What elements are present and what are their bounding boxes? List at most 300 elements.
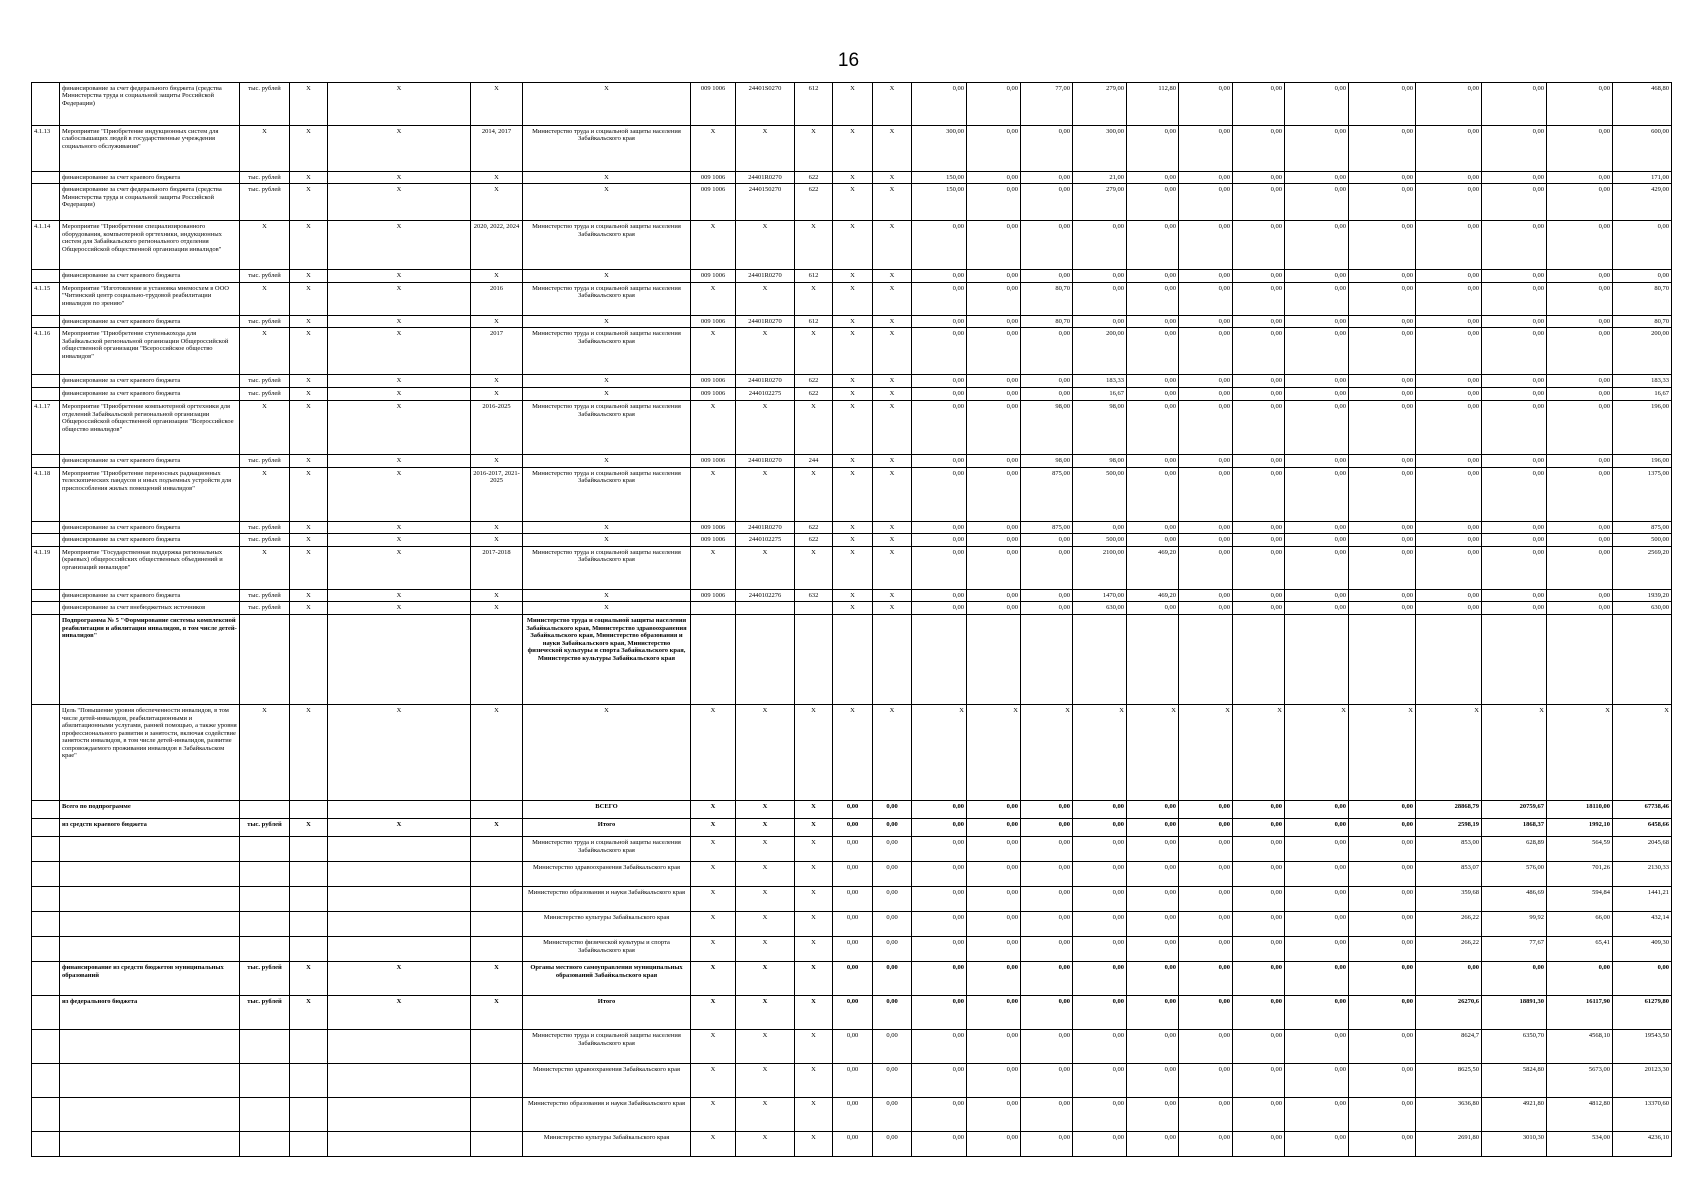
- table-cell: 486,69: [1482, 887, 1547, 912]
- table-cell: [795, 602, 833, 615]
- table-cell: 0,00: [1547, 126, 1613, 172]
- table-cell: 500,00: [1073, 534, 1127, 546]
- table-cell: 0,00: [912, 1098, 967, 1132]
- table-cell: 0,00: [1349, 962, 1416, 996]
- table-cell: 0,00: [1073, 1064, 1127, 1098]
- table-cell: 0,00: [1349, 912, 1416, 937]
- table-cell: X: [833, 282, 873, 315]
- table-cell: 0,00: [1073, 1030, 1127, 1064]
- table-cell: тыс. рублей: [240, 172, 290, 184]
- table-cell: 0,00: [1021, 1030, 1073, 1064]
- table-cell: 65,41: [1547, 937, 1613, 962]
- table-cell: финансирование из средств бюджетов муниципальных образований: [60, 962, 240, 996]
- table-cell: 0,00: [1285, 172, 1349, 184]
- table-cell: 0,00: [1179, 184, 1233, 221]
- table-cell: X: [736, 801, 795, 819]
- table-cell: 009 1006: [691, 270, 736, 282]
- table-cell: 0,00: [1233, 602, 1285, 615]
- table-row: [32, 467, 1672, 521]
- table-cell: 80,70: [1613, 315, 1672, 327]
- budget-table: [31, 82, 1672, 1157]
- table-cell: 0,00: [1233, 962, 1285, 996]
- table-cell: 0,00: [1416, 546, 1482, 589]
- table-cell: 0,00: [1021, 328, 1073, 375]
- table-cell: 0,00: [1179, 270, 1233, 282]
- table-cell: [60, 887, 240, 912]
- table-cell: X: [736, 887, 795, 912]
- table-cell: 0,00: [1285, 270, 1349, 282]
- table-cell: X: [736, 1098, 795, 1132]
- table-cell: 0,00: [912, 962, 967, 996]
- table-cell: 0,00: [1482, 467, 1547, 521]
- table-cell: 0,00: [912, 912, 967, 937]
- table-cell: 0,00: [967, 282, 1021, 315]
- table-cell: X: [523, 521, 691, 533]
- table-cell: 0,00: [1179, 467, 1233, 521]
- table-cell: X: [328, 172, 471, 184]
- table-cell: 0,00: [1547, 467, 1613, 521]
- table-cell: 0,00: [1482, 184, 1547, 221]
- table-cell: [290, 1132, 328, 1157]
- table-cell: тыс. рублей: [240, 270, 290, 282]
- table-cell: 0,00: [1285, 184, 1349, 221]
- table-cell: [1482, 615, 1547, 705]
- table-cell: 0,00: [912, 801, 967, 819]
- table-cell: 0,00: [1285, 589, 1349, 601]
- table-cell: 0,00: [1073, 937, 1127, 962]
- table-cell: X: [873, 455, 912, 467]
- table-cell: 196,00: [1613, 401, 1672, 455]
- table-cell: 2020, 2022, 2024: [471, 221, 523, 270]
- table-cell: [833, 615, 873, 705]
- table-cell: 2016-2017, 2021-2025: [471, 467, 523, 521]
- table-cell: 853,07: [1416, 862, 1482, 887]
- table-cell: X: [471, 315, 523, 327]
- table-cell: 0,00: [1285, 546, 1349, 589]
- table-cell: X: [328, 388, 471, 401]
- table-cell: 0,00: [912, 1064, 967, 1098]
- table-cell: 0,00: [967, 1132, 1021, 1157]
- table-cell: 0,00: [873, 819, 912, 837]
- table-cell: X: [736, 862, 795, 887]
- table-cell: 0,00: [1285, 1030, 1349, 1064]
- table-cell: 0,00: [1021, 1064, 1073, 1098]
- table-cell: 0,00: [1233, 534, 1285, 546]
- table-cell: 0,00: [1021, 887, 1073, 912]
- table-cell: 0,00: [967, 521, 1021, 533]
- table-cell: 200,00: [1073, 328, 1127, 375]
- table-cell: тыс. рублей: [240, 388, 290, 401]
- table-cell: X: [328, 602, 471, 615]
- table-cell: X: [328, 375, 471, 388]
- table-cell: X: [328, 996, 471, 1030]
- table-cell: 0,00: [1127, 401, 1179, 455]
- table-cell: 0,00: [1416, 388, 1482, 401]
- table-cell: [471, 1030, 523, 1064]
- table-cell: 0,00: [1073, 282, 1127, 315]
- table-cell: 0,00: [1233, 1064, 1285, 1098]
- table-cell: 8625,50: [1416, 1064, 1482, 1098]
- table-cell: X: [328, 546, 471, 589]
- table-cell: X: [1547, 705, 1613, 801]
- table-cell: X: [290, 521, 328, 533]
- table-cell: [240, 615, 290, 705]
- table-cell: 150,00: [912, 184, 967, 221]
- table-cell: 0,00: [1349, 837, 1416, 862]
- table-row: [32, 455, 1672, 467]
- table-cell: 0,00: [1233, 1132, 1285, 1157]
- table-cell: X: [691, 862, 736, 887]
- table-cell: 0,00: [1127, 1030, 1179, 1064]
- table-cell: X: [795, 1098, 833, 1132]
- table-cell: 0,00: [1285, 862, 1349, 887]
- table-cell: 0,00: [967, 328, 1021, 375]
- table-cell: 2440102275: [736, 388, 795, 401]
- table-cell: X: [833, 467, 873, 521]
- table-cell: 0,00: [1349, 375, 1416, 388]
- table-cell: тыс. рублей: [240, 455, 290, 467]
- table-cell: [795, 615, 833, 705]
- table-cell: 2440150270: [736, 184, 795, 221]
- table-cell: 0,00: [1179, 282, 1233, 315]
- table-cell: [471, 937, 523, 962]
- table-cell: X: [240, 467, 290, 521]
- table-cell: 2440102275: [736, 534, 795, 546]
- table-cell: X: [471, 375, 523, 388]
- table-row: [32, 1098, 1672, 1132]
- table-row: [32, 615, 1672, 705]
- table-cell: [328, 615, 471, 705]
- table-cell: X: [736, 282, 795, 315]
- table-cell: X: [471, 534, 523, 546]
- table-cell: 77,00: [1021, 83, 1073, 126]
- table-cell: X: [290, 388, 328, 401]
- table-cell: 0,00: [1285, 837, 1349, 862]
- table-cell: X: [795, 467, 833, 521]
- table-cell: 0,00: [1233, 401, 1285, 455]
- table-cell: X: [290, 467, 328, 521]
- table-cell: X: [290, 172, 328, 184]
- table-cell: 0,00: [1179, 401, 1233, 455]
- table-cell: 0,00: [1179, 589, 1233, 601]
- table-cell: 0,00: [1285, 315, 1349, 327]
- table-cell: X: [873, 126, 912, 172]
- table-cell: [290, 1098, 328, 1132]
- table-cell: X: [523, 83, 691, 126]
- table-cell: 0,00: [873, 1132, 912, 1157]
- table-cell: 0,00: [912, 819, 967, 837]
- table-cell: 0,00: [833, 837, 873, 862]
- table-cell: 0,00: [967, 589, 1021, 601]
- table-cell: 0,00: [967, 1098, 1021, 1132]
- table-cell: [290, 912, 328, 937]
- table-cell: 0,00: [873, 1098, 912, 1132]
- table-cell: Мероприятие "Приобретение индукционных систем для слабослышащих людей в государственные учреждения социального обслуживания": [60, 126, 240, 172]
- table-cell: X: [523, 455, 691, 467]
- table-cell: X: [290, 589, 328, 601]
- table-cell: финансирование за счет краевого бюджета: [60, 388, 240, 401]
- table-cell: 24401R0270: [736, 315, 795, 327]
- table-cell: 20123,30: [1613, 1064, 1672, 1098]
- table-cell: 6458,66: [1613, 819, 1672, 837]
- table-cell: [1179, 615, 1233, 705]
- table-cell: 0,00: [833, 801, 873, 819]
- table-cell: 0,00: [912, 937, 967, 962]
- table-cell: X: [691, 1030, 736, 1064]
- table-cell: 1375,00: [1613, 467, 1672, 521]
- table-cell: 0,00: [833, 819, 873, 837]
- table-cell: 18110,00: [1547, 801, 1613, 819]
- table-cell: 0,00: [1547, 328, 1613, 375]
- table-cell: 0,00: [1233, 172, 1285, 184]
- table-cell: 0,00: [1547, 270, 1613, 282]
- table-cell: 622: [795, 375, 833, 388]
- table-cell: 0,00: [1285, 534, 1349, 546]
- table-cell: 0,00: [1021, 1132, 1073, 1157]
- table-cell: 0,00: [1233, 282, 1285, 315]
- table-cell: X: [290, 375, 328, 388]
- table-cell: 0,00: [1021, 937, 1073, 962]
- table-cell: 0,00: [1285, 887, 1349, 912]
- table-cell: [32, 83, 60, 126]
- table-cell: 0,00: [967, 546, 1021, 589]
- table-cell: X: [873, 521, 912, 533]
- table-cell: 0,00: [1021, 221, 1073, 270]
- table-row: [32, 184, 1672, 221]
- table-cell: 0,00: [1179, 962, 1233, 996]
- table-cell: 300,00: [912, 126, 967, 172]
- table-cell: 429,00: [1613, 184, 1672, 221]
- table-cell: 534,00: [1547, 1132, 1613, 1157]
- table-cell: X: [471, 705, 523, 801]
- table-cell: 0,00: [1233, 801, 1285, 819]
- table-cell: 0,00: [1179, 862, 1233, 887]
- page-number: 16: [837, 50, 860, 71]
- table-cell: [471, 615, 523, 705]
- table-cell: 0,00: [1179, 221, 1233, 270]
- table-cell: 0,00: [912, 546, 967, 589]
- table-cell: 0,00: [967, 1030, 1021, 1064]
- table-cell: 0,00: [1285, 328, 1349, 375]
- table-cell: тыс. рублей: [240, 521, 290, 533]
- table-cell: 0,00: [1285, 996, 1349, 1030]
- table-cell: [32, 602, 60, 615]
- table-cell: X: [523, 705, 691, 801]
- table-cell: 2017: [471, 328, 523, 375]
- table-cell: X: [471, 819, 523, 837]
- table-cell: X: [736, 328, 795, 375]
- table-cell: X: [736, 221, 795, 270]
- table-cell: 0,00: [1349, 1030, 1416, 1064]
- table-cell: [32, 388, 60, 401]
- table-cell: 0,00: [1349, 1064, 1416, 1098]
- table-cell: 0,00: [873, 1030, 912, 1064]
- table-cell: X: [736, 1064, 795, 1098]
- table-cell: X: [833, 184, 873, 221]
- table-cell: 112,80: [1127, 83, 1179, 126]
- table-row: [32, 837, 1672, 862]
- table-cell: 0,00: [912, 862, 967, 887]
- table-cell: 0,00: [967, 937, 1021, 962]
- table-cell: 0,00: [1416, 467, 1482, 521]
- table-cell: 0,00: [967, 172, 1021, 184]
- table-cell: 2014, 2017: [471, 126, 523, 172]
- table-cell: 0,00: [1127, 467, 1179, 521]
- table-cell: 0,00: [1233, 862, 1285, 887]
- table-cell: 0,00: [912, 589, 967, 601]
- table-cell: [32, 937, 60, 962]
- table-cell: 0,00: [833, 996, 873, 1030]
- table-cell: [1021, 615, 1073, 705]
- table-cell: 612: [795, 315, 833, 327]
- table-cell: [328, 1064, 471, 1098]
- table-cell: X: [795, 126, 833, 172]
- table-cell: 0,00: [967, 270, 1021, 282]
- table-cell: [240, 837, 290, 862]
- table-cell: финансирование за счет краевого бюджета: [60, 455, 240, 467]
- table-cell: 0,00: [967, 221, 1021, 270]
- table-cell: 0,00: [912, 534, 967, 546]
- table-cell: 875,00: [1021, 467, 1073, 521]
- table-cell: Министерство труда и социальной защиты населения Забайкальского края: [523, 126, 691, 172]
- table-cell: 009 1006: [691, 375, 736, 388]
- table-cell: 13370,60: [1613, 1098, 1672, 1132]
- table-cell: Министерство культуры Забайкальского края: [523, 912, 691, 937]
- table-cell: [32, 270, 60, 282]
- table-cell: 0,00: [1416, 270, 1482, 282]
- table-cell: 0,00: [1285, 912, 1349, 937]
- table-cell: X: [736, 912, 795, 937]
- table-cell: 18891,30: [1482, 996, 1547, 1030]
- table-cell: 009 1006: [691, 521, 736, 533]
- table-cell: X: [873, 282, 912, 315]
- table-cell: [32, 801, 60, 819]
- table-cell: X: [833, 521, 873, 533]
- table-cell: 0,00: [1349, 328, 1416, 375]
- table-cell: 24401R0270: [736, 172, 795, 184]
- table-cell: 0,00: [1179, 315, 1233, 327]
- table-cell: 600,00: [1613, 126, 1672, 172]
- table-cell: X: [691, 912, 736, 937]
- table-cell: 0,00: [912, 1132, 967, 1157]
- table-cell: X: [795, 912, 833, 937]
- table-cell: 0,00: [967, 455, 1021, 467]
- table-cell: X: [691, 996, 736, 1030]
- table-cell: 0,00: [1349, 1098, 1416, 1132]
- table-cell: 0,00: [833, 887, 873, 912]
- table-cell: [290, 837, 328, 862]
- table-cell: 0,00: [1021, 589, 1073, 601]
- table-cell: X: [290, 534, 328, 546]
- table-cell: 0,00: [1285, 282, 1349, 315]
- table-cell: 0,00: [1179, 375, 1233, 388]
- table-cell: Министерство труда и социальной защиты населения Забайкальского края: [523, 282, 691, 315]
- table-cell: 0,00: [1233, 375, 1285, 388]
- table-cell: [32, 1098, 60, 1132]
- table-cell: Министерство культуры Забайкальского края: [523, 1132, 691, 1157]
- table-cell: 0,00: [1179, 1098, 1233, 1132]
- table-cell: 0,00: [912, 375, 967, 388]
- table-cell: 24401R0270: [736, 521, 795, 533]
- table-cell: X: [328, 534, 471, 546]
- table-cell: [60, 837, 240, 862]
- table-cell: X: [471, 172, 523, 184]
- table-cell: 0,00: [1179, 937, 1233, 962]
- table-cell: X: [736, 401, 795, 455]
- table-cell: X: [328, 455, 471, 467]
- table-cell: 0,00: [1285, 401, 1349, 455]
- table-cell: X: [736, 126, 795, 172]
- table-cell: тыс. рублей: [240, 375, 290, 388]
- table-cell: [290, 862, 328, 887]
- table-cell: X: [691, 837, 736, 862]
- table-cell: 0,00: [1127, 1132, 1179, 1157]
- table-cell: 0,00: [1179, 602, 1233, 615]
- table-cell: 0,00: [1233, 589, 1285, 601]
- table-cell: 0,00: [967, 467, 1021, 521]
- table-cell: тыс. рублей: [240, 602, 290, 615]
- table-cell: 0,00: [873, 862, 912, 887]
- table-cell: 171,00: [1613, 172, 1672, 184]
- table-cell: 26270,6: [1416, 996, 1482, 1030]
- table-row: [32, 328, 1672, 375]
- table-cell: 0,00: [1233, 221, 1285, 270]
- table-cell: 0,00: [1127, 270, 1179, 282]
- table-cell: [32, 962, 60, 996]
- table-cell: 0,00: [1349, 455, 1416, 467]
- table-cell: [32, 521, 60, 533]
- table-cell: 0,00: [1073, 315, 1127, 327]
- table-cell: 67738,46: [1613, 801, 1672, 819]
- table-cell: X: [328, 589, 471, 601]
- table-row: [32, 1064, 1672, 1098]
- table-cell: X: [471, 962, 523, 996]
- table-cell: 594,84: [1547, 887, 1613, 912]
- table-cell: 0,00: [1021, 172, 1073, 184]
- table-cell: [60, 1132, 240, 1157]
- table-cell: 0,00: [1416, 282, 1482, 315]
- table-cell: X: [290, 184, 328, 221]
- table-cell: X: [873, 401, 912, 455]
- table-cell: 19543,50: [1613, 1030, 1672, 1064]
- table-cell: 0,00: [1073, 1132, 1127, 1157]
- table-cell: X: [795, 1030, 833, 1064]
- table-cell: 469,20: [1127, 546, 1179, 589]
- table-cell: 0,00: [1127, 455, 1179, 467]
- table-cell: X: [1416, 705, 1482, 801]
- table-cell: финансирование за счет краевого бюджета: [60, 270, 240, 282]
- table-cell: Министерство образования и науки Забайкальского края: [523, 1098, 691, 1132]
- table-cell: финансирование за счет внебюджетных источников: [60, 602, 240, 615]
- table-cell: 0,00: [967, 837, 1021, 862]
- table-cell: [32, 912, 60, 937]
- table-cell: 0,00: [1127, 375, 1179, 388]
- table-cell: 0,00: [1349, 221, 1416, 270]
- table-cell: X: [833, 315, 873, 327]
- table-cell: X: [523, 172, 691, 184]
- table-cell: [60, 937, 240, 962]
- table-cell: [32, 837, 60, 862]
- table-cell: X: [736, 1132, 795, 1157]
- table-cell: 0,00: [833, 962, 873, 996]
- table-cell: X: [691, 546, 736, 589]
- table-cell: 432,14: [1613, 912, 1672, 937]
- table-cell: 0,00: [967, 401, 1021, 455]
- table-cell: тыс. рублей: [240, 184, 290, 221]
- table-cell: 183,33: [1613, 375, 1672, 388]
- table-cell: X: [328, 962, 471, 996]
- table-cell: 0,00: [912, 270, 967, 282]
